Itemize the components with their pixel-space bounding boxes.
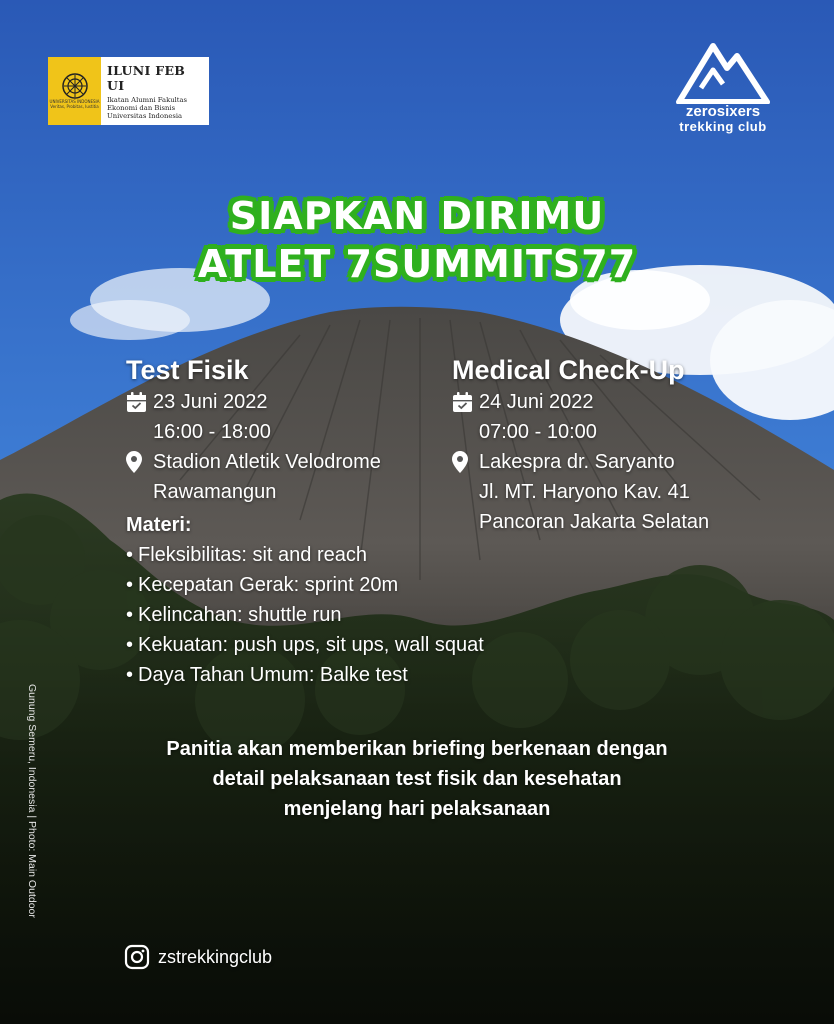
mountain-logo-icon — [675, 40, 771, 104]
materi-item-4: Kekuatan: push ups, sit ups, wall squat — [138, 634, 484, 656]
iluni-feb-ui-logo — [48, 57, 209, 125]
materi-item-2: Kecepatan Gerak: sprint 20m — [138, 574, 399, 596]
materi-item-1: Fleksibilitas: sit and reach — [138, 544, 367, 566]
zerosixers-name: zerosixers — [685, 103, 761, 120]
iluni-subtitle-1: Ikatan Alumni Fakultas — [107, 96, 188, 104]
medical-checkup-section — [452, 355, 709, 537]
list-item: • Daya Tahan Umum: Balke test — [126, 664, 408, 686]
materi-section — [126, 510, 484, 690]
medical-location-1: Lakespra dr. Saryanto — [479, 451, 675, 473]
medical-title: Medical Check-Up — [452, 355, 685, 385]
zerosixers-logo — [668, 40, 778, 140]
photo-credit-text: Gunung Semeru, Indonesia | Photo: Main Outdoor — [26, 684, 38, 918]
medical-date: 24 Juni 2022 — [479, 391, 594, 413]
list-item: • Kecepatan Gerak: sprint 20m — [126, 574, 399, 596]
headline — [0, 192, 834, 288]
materi-item-3: Kelincahan: shuttle run — [138, 604, 342, 626]
headline-line-2: ATLET 7SUMMITS77 — [197, 242, 637, 286]
instagram-handle[interactable] — [124, 944, 272, 970]
makara-icon — [62, 73, 88, 99]
list-item: • Kekuatan: push ups, sit ups, wall squat — [126, 634, 484, 656]
medical-location-2: Jl. MT. Haryono Kav. 41 — [479, 481, 690, 503]
test-fisik-section — [126, 355, 381, 507]
briefing-note — [60, 734, 774, 824]
emblem-motto: Veritas, Probitas, Iustitia — [50, 104, 99, 109]
materi-item-5: Daya Tahan Umum: Balke test — [138, 664, 408, 686]
universitas-indonesia-emblem — [48, 57, 101, 125]
test-fisik-location-2: Rawamangun — [153, 481, 277, 503]
zerosixers-tagline: trekking club — [679, 119, 767, 134]
test-fisik-location-1: Stadion Atletik Velodrome — [153, 451, 381, 473]
medical-location-3: Pancoran Jakarta Selatan — [479, 511, 710, 533]
iluni-subtitle-2: Ekonomi dan Bisnis — [107, 104, 176, 112]
briefing-line-1: Panitia akan memberikan briefing berkenaan dengan — [166, 738, 668, 760]
iluni-name: ILUNI FEB UI — [107, 63, 186, 93]
iluni-subtitle-3: Universitas Indonesia — [107, 112, 183, 120]
photo-credit — [24, 684, 38, 956]
briefing-line-2: detail pelaksanaan test fisik dan kesehatan — [212, 768, 622, 790]
medical-time: 07:00 - 10:00 — [479, 421, 597, 443]
instagram-icon — [124, 944, 150, 970]
list-item: • Fleksibilitas: sit and reach — [126, 544, 367, 566]
test-fisik-time: 16:00 - 18:00 — [153, 421, 271, 443]
headline-line-1: SIAPKAN DIRIMU — [229, 194, 605, 238]
materi-heading: Materi: — [126, 514, 192, 536]
map-pin-icon — [126, 447, 153, 477]
list-item: • Kelincahan: shuttle run — [126, 604, 342, 626]
test-fisik-date: 23 Juni 2022 — [153, 391, 268, 413]
calendar-icon — [126, 387, 153, 417]
briefing-line-3: menjelang hari pelaksanaan — [283, 798, 551, 820]
map-pin-icon — [452, 447, 479, 477]
emblem-caption: UNIVERSITAS INDONESIA — [49, 99, 100, 104]
calendar-icon — [452, 387, 479, 417]
test-fisik-title: Test Fisik — [126, 355, 249, 385]
instagram-handle-text: zstrekkingclub — [158, 946, 273, 967]
